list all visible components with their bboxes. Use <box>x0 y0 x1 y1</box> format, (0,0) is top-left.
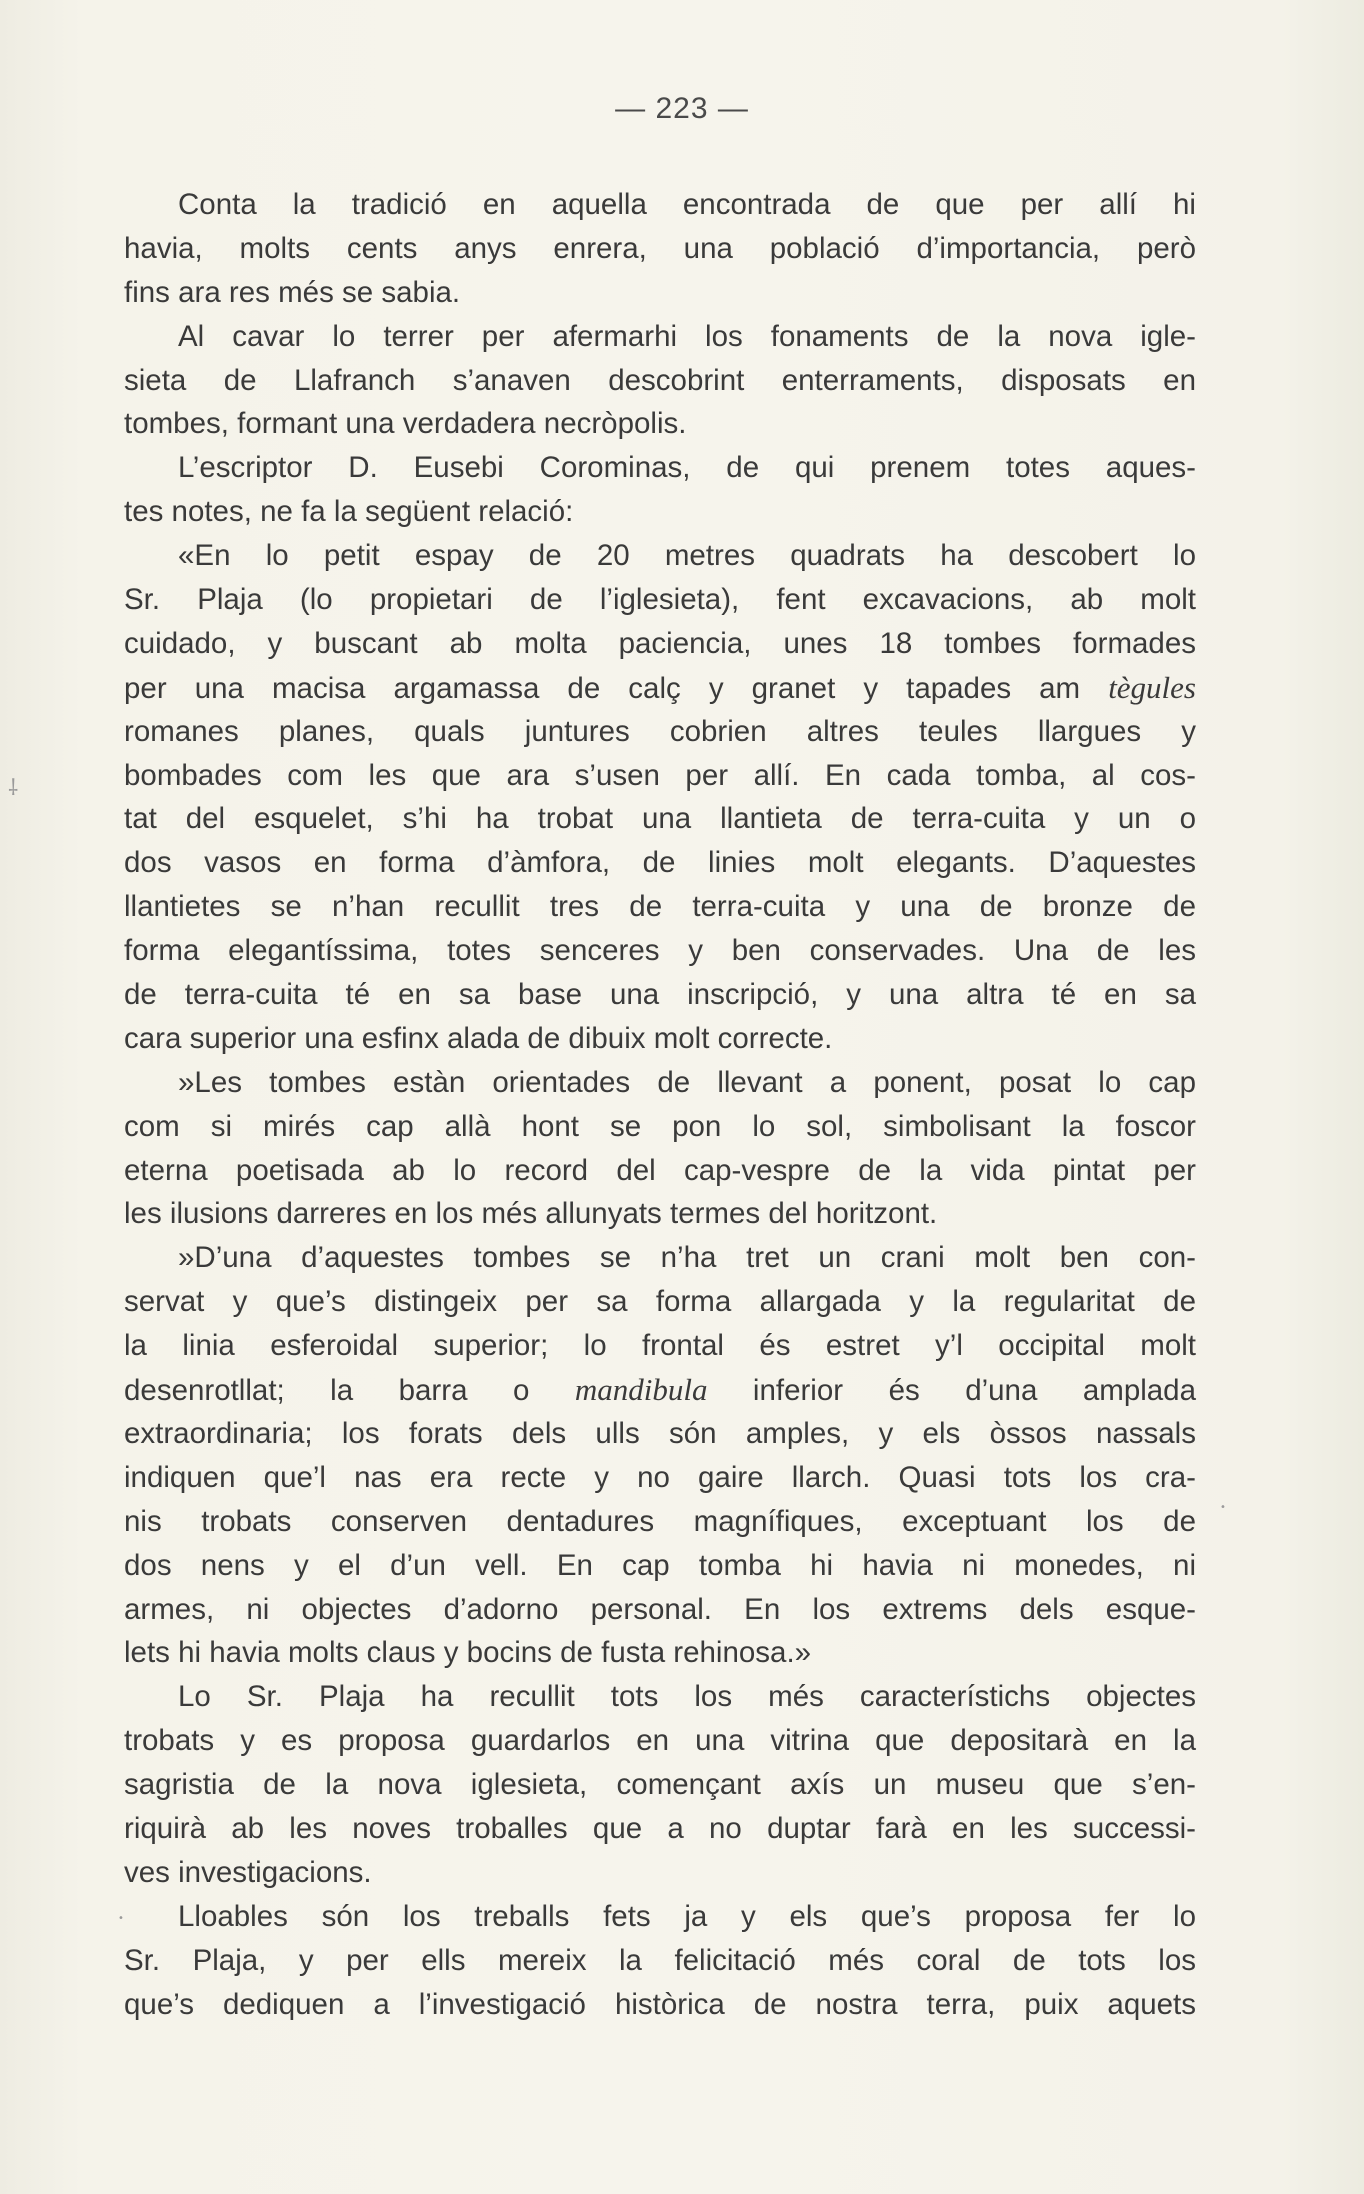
text-line: romanes planes, quals juntures cobrien altres teules llargues y <box>124 714 1196 748</box>
text-segment: per una macisa argamassa de calç y granet y tapades am <box>124 671 1109 705</box>
text-line: ves investigacions. <box>124 1855 372 1889</box>
text-line <box>124 666 1196 710</box>
text-line: dos vasos en forma d’àmfora, de linies molt elegants. D’aquestes <box>124 846 1196 880</box>
text-line: Conta la tradició en aquella encontrada de que per allí hi <box>178 188 1196 221</box>
text-line: Al cavar lo terrer per afermarhi los fonaments de la nova igle- <box>178 319 1196 353</box>
text-line: trobats y es proposa guardarlos en una vitrina que depositarà en la <box>124 1724 1196 1758</box>
text-line: de terra-cuita té en sa base una inscripció, y una altra té en sa <box>124 978 1196 1012</box>
text-line: llantietes se n’han recullit tres de terra-cuita y una de bronze de <box>124 890 1196 924</box>
text-line: Sr. Plaja (lo propietari de l’iglesieta), fent excavacions, ab molt <box>124 583 1196 617</box>
margin-mark: ⸸ <box>8 776 19 801</box>
text-line: forma elegantíssima, totes senceres y ben conservades. Una de les <box>124 934 1196 968</box>
text-line: extraordinaria; los forats dels ulls són amples, y els òssos nassals <box>124 1416 1196 1450</box>
text-line: com si mirés cap allà hont se pon lo sol, simbolisant la foscor <box>124 1109 1196 1143</box>
text-line: Lloables són los treballs fets ja y els que’s proposa fer lo <box>178 1899 1196 1933</box>
italic-term: mandibula <box>574 1372 708 1408</box>
text-line: nis trobats conserven dentadures magnífiques, exceptuant los de <box>124 1504 1196 1538</box>
italic-term: tègules <box>1108 669 1196 705</box>
text-line: eterna poetisada ab lo record del cap-vespre de la vida pintat per <box>124 1153 1196 1187</box>
text-segment: inferior és d’una amplada <box>707 1374 1196 1408</box>
text-line: fins ara res més se sabia. <box>124 275 461 309</box>
text-line: tes notes, ne fa la següent relació: <box>124 495 574 529</box>
text-line: armes, ni objectes d’adorno personal. En los extrems dels esque- <box>124 1592 1196 1626</box>
text-line: servat y que’s distingeix per sa forma allargada y la regularitat de <box>124 1285 1196 1319</box>
text-line: cuidado, y buscant ab molta paciencia, unes 18 tombes formades <box>124 626 1196 660</box>
text-line: L’escriptor D. Eusebi Corominas, de qui prenem totes aques- <box>178 451 1196 485</box>
text-line: dos nens y el d’un vell. En cap tomba hi havia ni monedes, ni <box>124 1548 1196 1582</box>
text-line: havia, molts cents anys enrera, una població d’importancia, però <box>124 231 1196 265</box>
text-line: sagristia de la nova iglesieta, començant axís un museu que s’en- <box>124 1768 1196 1802</box>
text-line: lets hi havia molts claus y bocins de fusta rehinosa.» <box>124 1636 812 1670</box>
text-line <box>124 1368 1196 1412</box>
text-line: bombades com les que ara s’usen per allí. En cada tomba, al cos- <box>124 758 1196 792</box>
text-line: la linia esferoidal superior; lo frontal és estret y’l occipital molt <box>124 1329 1196 1363</box>
text-line: riquirà ab les noves troballes que a no duptar farà en les successi- <box>124 1811 1196 1845</box>
text-line: que’s dediquen a l’investigació històrica de nostra terra, puix aquets <box>124 1987 1196 2021</box>
text-segment: desenrotllat; la barra o <box>124 1374 575 1408</box>
body-text <box>124 183 1196 2026</box>
text-line: tat del esquelet, s’hi ha trobat una llantieta de terra-cuita y un o <box>124 802 1196 836</box>
text-line: indiquen que’l nas era recte y no gaire llarch. Quasi tots los cra- <box>124 1460 1196 1494</box>
text-line: tombes, formant una verdadera necròpolis. <box>124 407 687 441</box>
margin-dot: • <box>118 1913 124 1924</box>
page-number: — 223 — <box>615 92 749 125</box>
margin-dot: • <box>1220 1502 1226 1513</box>
text-line: les ilusions darreres en los més allunyats termes del horitzont. <box>124 1197 938 1231</box>
text-line: »D’una d’aquestes tombes se n’ha tret un crani molt ben con- <box>178 1241 1196 1275</box>
text-line: sieta de Llafranch s’anaven descobrint enterraments, disposats en <box>124 363 1196 397</box>
text-line: »Les tombes estàn orientades de llevant a ponent, posat lo cap <box>178 1065 1196 1099</box>
text-line: Lo Sr. Plaja ha recullit tots los més característichs objectes <box>178 1680 1196 1714</box>
text-line: cara superior una esfinx alada de dibuix molt correcte. <box>124 1021 833 1055</box>
text-line: «En lo petit espay de 20 metres quadrats ha descobert lo <box>178 539 1196 573</box>
text-line: Sr. Plaja, y per ells mereix la felicitació més coral de tots los <box>124 1943 1196 1977</box>
